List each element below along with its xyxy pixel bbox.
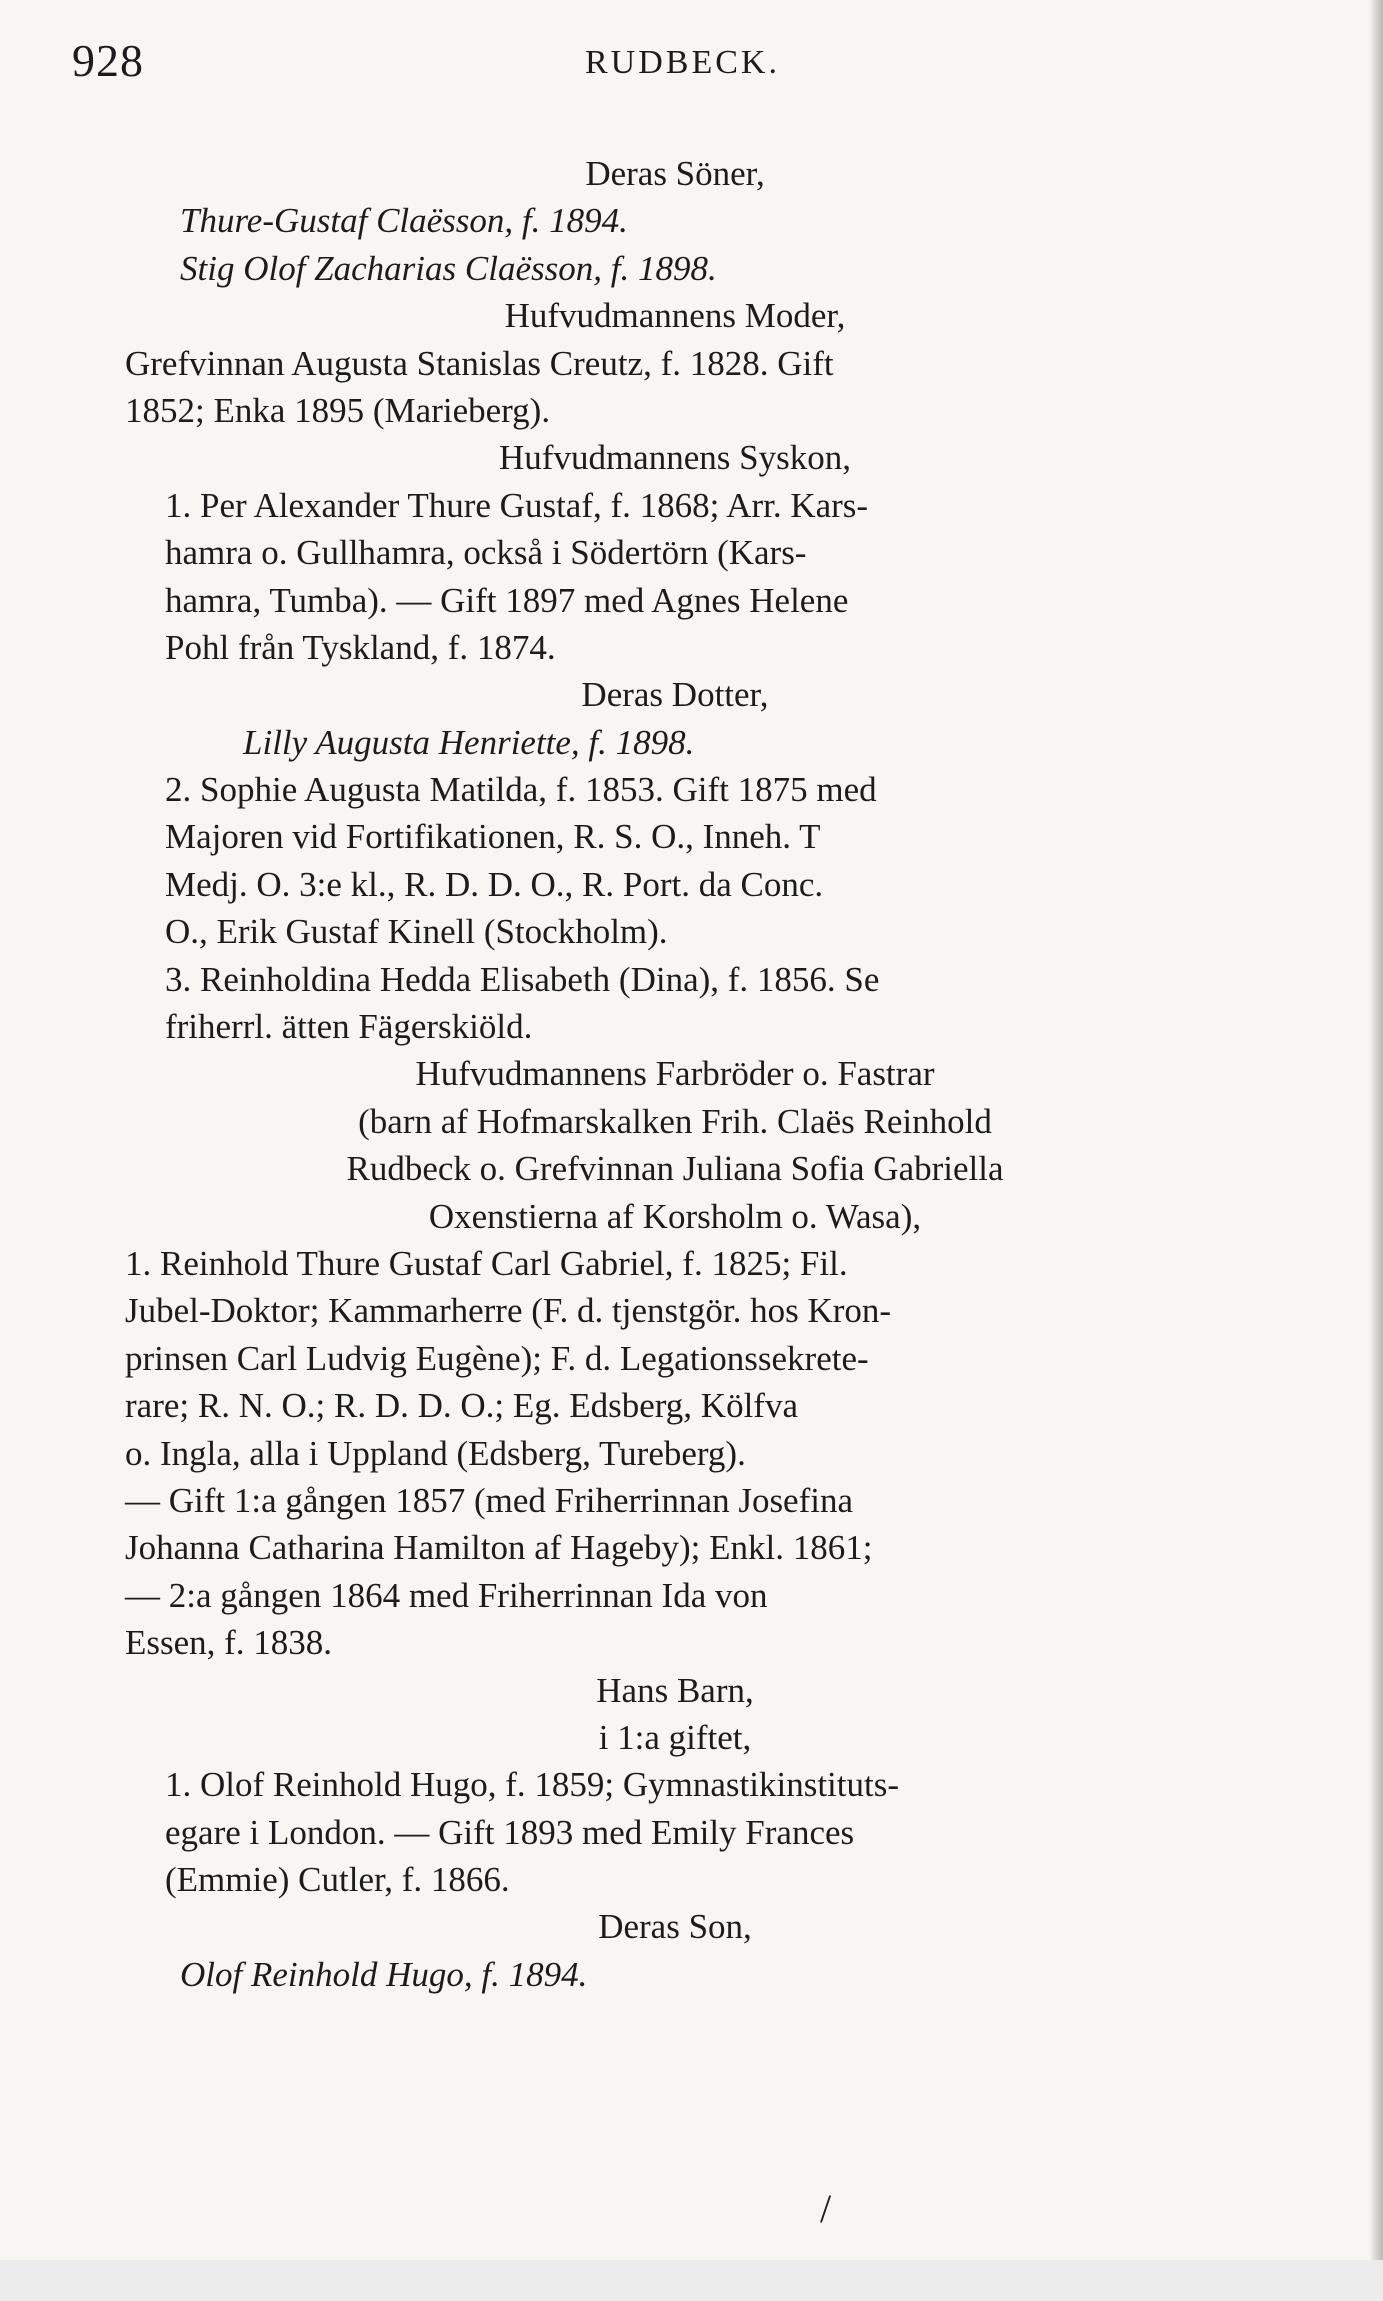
text-line: Thure-Gustaf Claësson, f. 1894. xyxy=(180,201,628,241)
running-head: RUDBECK. xyxy=(585,44,780,81)
text-line: Hufvudmannens Farbröder o. Fastrar xyxy=(415,1054,935,1094)
text-line: Majoren vid Fortifikationen, R. S. O., Inneh. T xyxy=(165,817,821,857)
text-line: Lilly Augusta Henriette, f. 1898. xyxy=(243,722,695,762)
text-line: Jubel-Doktor; Kammarherre (F. d. tjenstgör. hos Kron- xyxy=(125,1291,892,1331)
text-line: prinsen Carl Ludvig Eugène); F. d. Legationssekrete- xyxy=(125,1338,869,1378)
text-line: Oxenstierna af Korsholm o. Wasa), xyxy=(428,1196,922,1236)
text-line: 1852; Enka 1895 (Marieberg). xyxy=(125,390,551,430)
text-line: rare; R. N. O.; R. D. D. O.; Eg. Edsberg, Kölfva xyxy=(125,1386,798,1426)
text-line: egare i London. — Gift 1893 med Emily Frances xyxy=(165,1812,855,1852)
text-line: Hans Barn, xyxy=(596,1670,754,1710)
text-line: Stig Olof Zacharias Claësson, f. 1898. xyxy=(180,248,717,288)
text-line: Hufvudmannens Syskon, xyxy=(499,438,851,478)
text-line: 1. Olof Reinhold Hugo, f. 1859; Gymnastikinstituts- xyxy=(165,1765,900,1805)
text-line: Deras Söner, xyxy=(585,154,765,193)
text-line: Hufvudmannens Moder, xyxy=(504,296,846,336)
text-line: Johanna Catharina Hamilton af Hageby); Enkl. 1861; xyxy=(125,1528,873,1568)
text-line: Pohl från Tyskland, f. 1874. xyxy=(165,627,556,667)
text-line: friherrl. ätten Fägerskiöld. xyxy=(165,1007,533,1047)
text-line: Deras Son, xyxy=(598,1907,752,1947)
text-line: Essen, f. 1838. xyxy=(125,1623,333,1663)
text-line: (barn af Hofmarskalken Frih. Claës Reinhold xyxy=(358,1101,992,1141)
text-line: Olof Reinhold Hugo, f. 1894. xyxy=(180,1954,588,1994)
text-line: i 1:a giftet, xyxy=(598,1717,752,1757)
text-line: Deras Dotter, xyxy=(581,675,769,715)
footer-mark: / xyxy=(820,2186,832,2231)
page-edge-shadow xyxy=(1369,0,1383,2260)
text-line: hamra, Tumba). — Gift 1897 med Agnes Helene xyxy=(165,580,849,620)
text-line: hamra o. Gullhamra, också i Södertörn (Kars- xyxy=(165,533,807,573)
genealogy-text xyxy=(125,150,1225,1998)
text-line: o. Ingla, alla i Uppland (Edsberg, Tureberg). xyxy=(125,1433,746,1473)
text-line: 3. Reinholdina Hedda Elisabeth (Dina), f. 1856. Se xyxy=(165,959,880,999)
text-line: Medj. O. 3:e kl., R. D. D. O., R. Port. da Conc. xyxy=(165,864,824,904)
text-line: O., Erik Gustaf Kinell (Stockholm). xyxy=(165,912,668,952)
text-line: 1. Reinhold Thure Gustaf Carl Gabriel, f. 1825; Fil. xyxy=(125,1243,848,1283)
text-line: Grefvinnan Augusta Stanislas Creutz, f. 1828. Gift xyxy=(125,343,834,383)
text-line: (Emmie) Cutler, f. 1866. xyxy=(165,1860,510,1900)
page-number: 928 xyxy=(72,35,144,86)
page-header xyxy=(0,30,1383,90)
text-line: Rudbeck o. Grefvinnan Juliana Sofia Gabriella xyxy=(346,1149,1004,1189)
text-line: — 2:a gången 1864 med Friherrinnan Ida von xyxy=(125,1575,768,1615)
text-line: 1. Per Alexander Thure Gustaf, f. 1868; Arr. Kars- xyxy=(165,485,869,525)
text-line: 2. Sophie Augusta Matilda, f. 1853. Gift 1875 med xyxy=(165,770,877,810)
bottom-margin xyxy=(0,2260,1383,2301)
text-line: — Gift 1:a gången 1857 (med Friherrinnan Josefina xyxy=(125,1480,854,1520)
